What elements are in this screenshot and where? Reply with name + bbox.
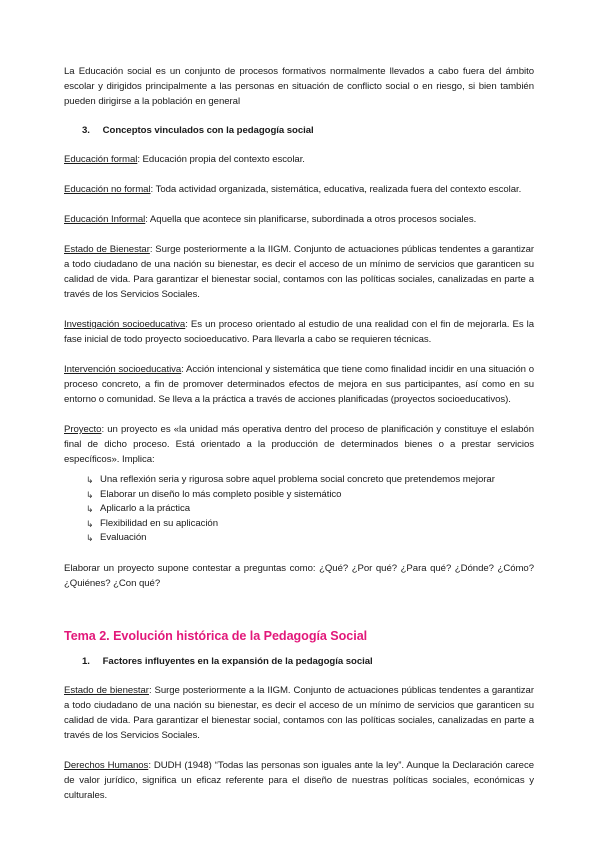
definition-derechos-humanos xyxy=(64,758,534,803)
section-1-title: Factores influyentes en la expansión de la pedagogía social xyxy=(102,655,373,667)
arrow-bullet-icon: ↳ xyxy=(86,504,94,515)
term: Intervención socioeducativa xyxy=(64,364,182,375)
definition-text: : Aquella que acontece sin planificarse, subordinada a otros procesos sociales. xyxy=(145,214,477,225)
arrow-bullet-icon: ↳ xyxy=(86,475,94,485)
list-item: ↳ Aplicarlo a la práctica xyxy=(86,502,534,517)
list-item: ↳ Evaluación xyxy=(86,531,534,546)
preguntas-paragraph: Elaborar un proyecto supone contestar a preguntas como: ¿Qué? ¿Por qué? ¿Para qué? ¿Dónde? ¿Cómo? ¿Quiénes? ¿Con qué? xyxy=(64,562,534,589)
term: Educación Informal xyxy=(64,214,146,225)
list-item: ↳ Una reflexión seria y rigurosa sobre aquel problema social concreto que pretendemos mejorar xyxy=(86,473,534,488)
term: Estado de Bienestar xyxy=(64,244,150,255)
arrow-bullet-icon: ↳ xyxy=(86,518,94,529)
section-3-number: 3. xyxy=(82,125,90,136)
definition-text: : Surge posteriormente a la IIGM. Conjunto de actuaciones públicas tendentes a garantizar a todo ciudadano de una nación su bienestar, es decir el acceso de un mínimo de servicios que garanticen su calidad de vida. Para garantizar el bienestar social, contamos con las políticas sociales, canalizadas en parte a través de los Servicios Sociales. xyxy=(64,244,534,300)
intro-paragraph: La Educación social es un conjunto de procesos formativos normalmente llevados a cabo fuera del ámbito escolar y dirigidos principalmente a las personas en situación de conflicto social o en riesgo, si bien también pueden dirigirse a la población en general xyxy=(64,66,534,107)
definition-educacion-informal xyxy=(64,212,534,227)
list-item: ↳ Flexibilidad en su aplicación xyxy=(86,517,534,532)
tema-2-heading: Tema 2. Evolución histórica de la Pedagogía Social xyxy=(64,628,368,643)
definition-proyecto xyxy=(64,422,534,467)
arrow-bullet-icon: ↳ xyxy=(86,489,94,500)
definition-estado-de-bienestar-2 xyxy=(64,683,534,743)
definition-text: : Surge posteriormente a la IIGM. Conjunto de actuaciones públicas tendentes a garantizar a todo ciudadano de una nación su bienestar, es decir el acceso de un mínimo de servicios que garanticen su calidad de vida. Para garantizar el bienestar social, contamos con las políticas sociales, canalizadas en parte a través de los Servicios Sociales. xyxy=(64,684,534,741)
definition-text: : Educación propia del contexto escolar. xyxy=(137,154,305,165)
section-1-number: 1. xyxy=(82,655,90,667)
definition-text: : Es un proceso orientado al estudio de una realidad con el fin de mejorarla. Es la fase inicial de todo proyecto socioeducativo. Para llevarla a cabo se requieren técnicas. xyxy=(64,319,535,345)
definition-text: : Toda actividad organizada, sistemática, educativa, realizada fuera del contexto escolar. xyxy=(150,184,522,195)
term: Proyecto xyxy=(64,424,102,435)
term: Derechos Humanos xyxy=(64,759,149,771)
definition-text: : DUDH (1948) “Todas las personas son iguales ante la ley”. Aunque la Declaración carece de valor jurídico, significa un eficaz referente para el diseño de nuestras políticas sociales, económicas y culturales. xyxy=(64,759,535,801)
definition-investigacion-socioeducativa xyxy=(64,317,534,347)
definition-intervencion-socioeducativa xyxy=(64,362,534,407)
document-body xyxy=(64,64,534,803)
definition-estado-de-bienestar xyxy=(64,242,534,302)
section-1-heading xyxy=(64,654,534,669)
term: Investigación socioeducativa xyxy=(64,319,186,330)
list-item: ↳ Elaborar un diseño lo más completo posible y sistemático xyxy=(86,488,534,503)
term: Estado de bienestar xyxy=(64,684,149,696)
implica-list xyxy=(64,473,534,546)
arrow-bullet-icon: ↳ xyxy=(86,533,94,544)
term: Educación formal xyxy=(64,154,138,165)
section-3-heading xyxy=(64,123,534,138)
section-3-title: Conceptos vinculados con la pedagogía social xyxy=(102,125,314,136)
definition-text: : un proyecto es «la unidad más operativa dentro del proceso de planificación y constituye el eslabón final de dicho proceso. Está orientado a la producción de determinados bienes o a prestar servicios específicos». Implica: xyxy=(64,424,534,465)
definition-educacion-no-formal xyxy=(64,182,534,197)
definition-educacion-formal xyxy=(64,152,534,167)
definition-text: : Acción intencional y sistemática que tiene como finalidad incidir en una situación o proceso concreto, a fin de promover determinados efectos de mejora en sus participantes, así como en su entorno o comunidad. Se lleva a la práctica a través de acciones planificadas (proyectos socioeducativos). xyxy=(64,364,534,405)
term: Educación no formal xyxy=(64,184,151,195)
